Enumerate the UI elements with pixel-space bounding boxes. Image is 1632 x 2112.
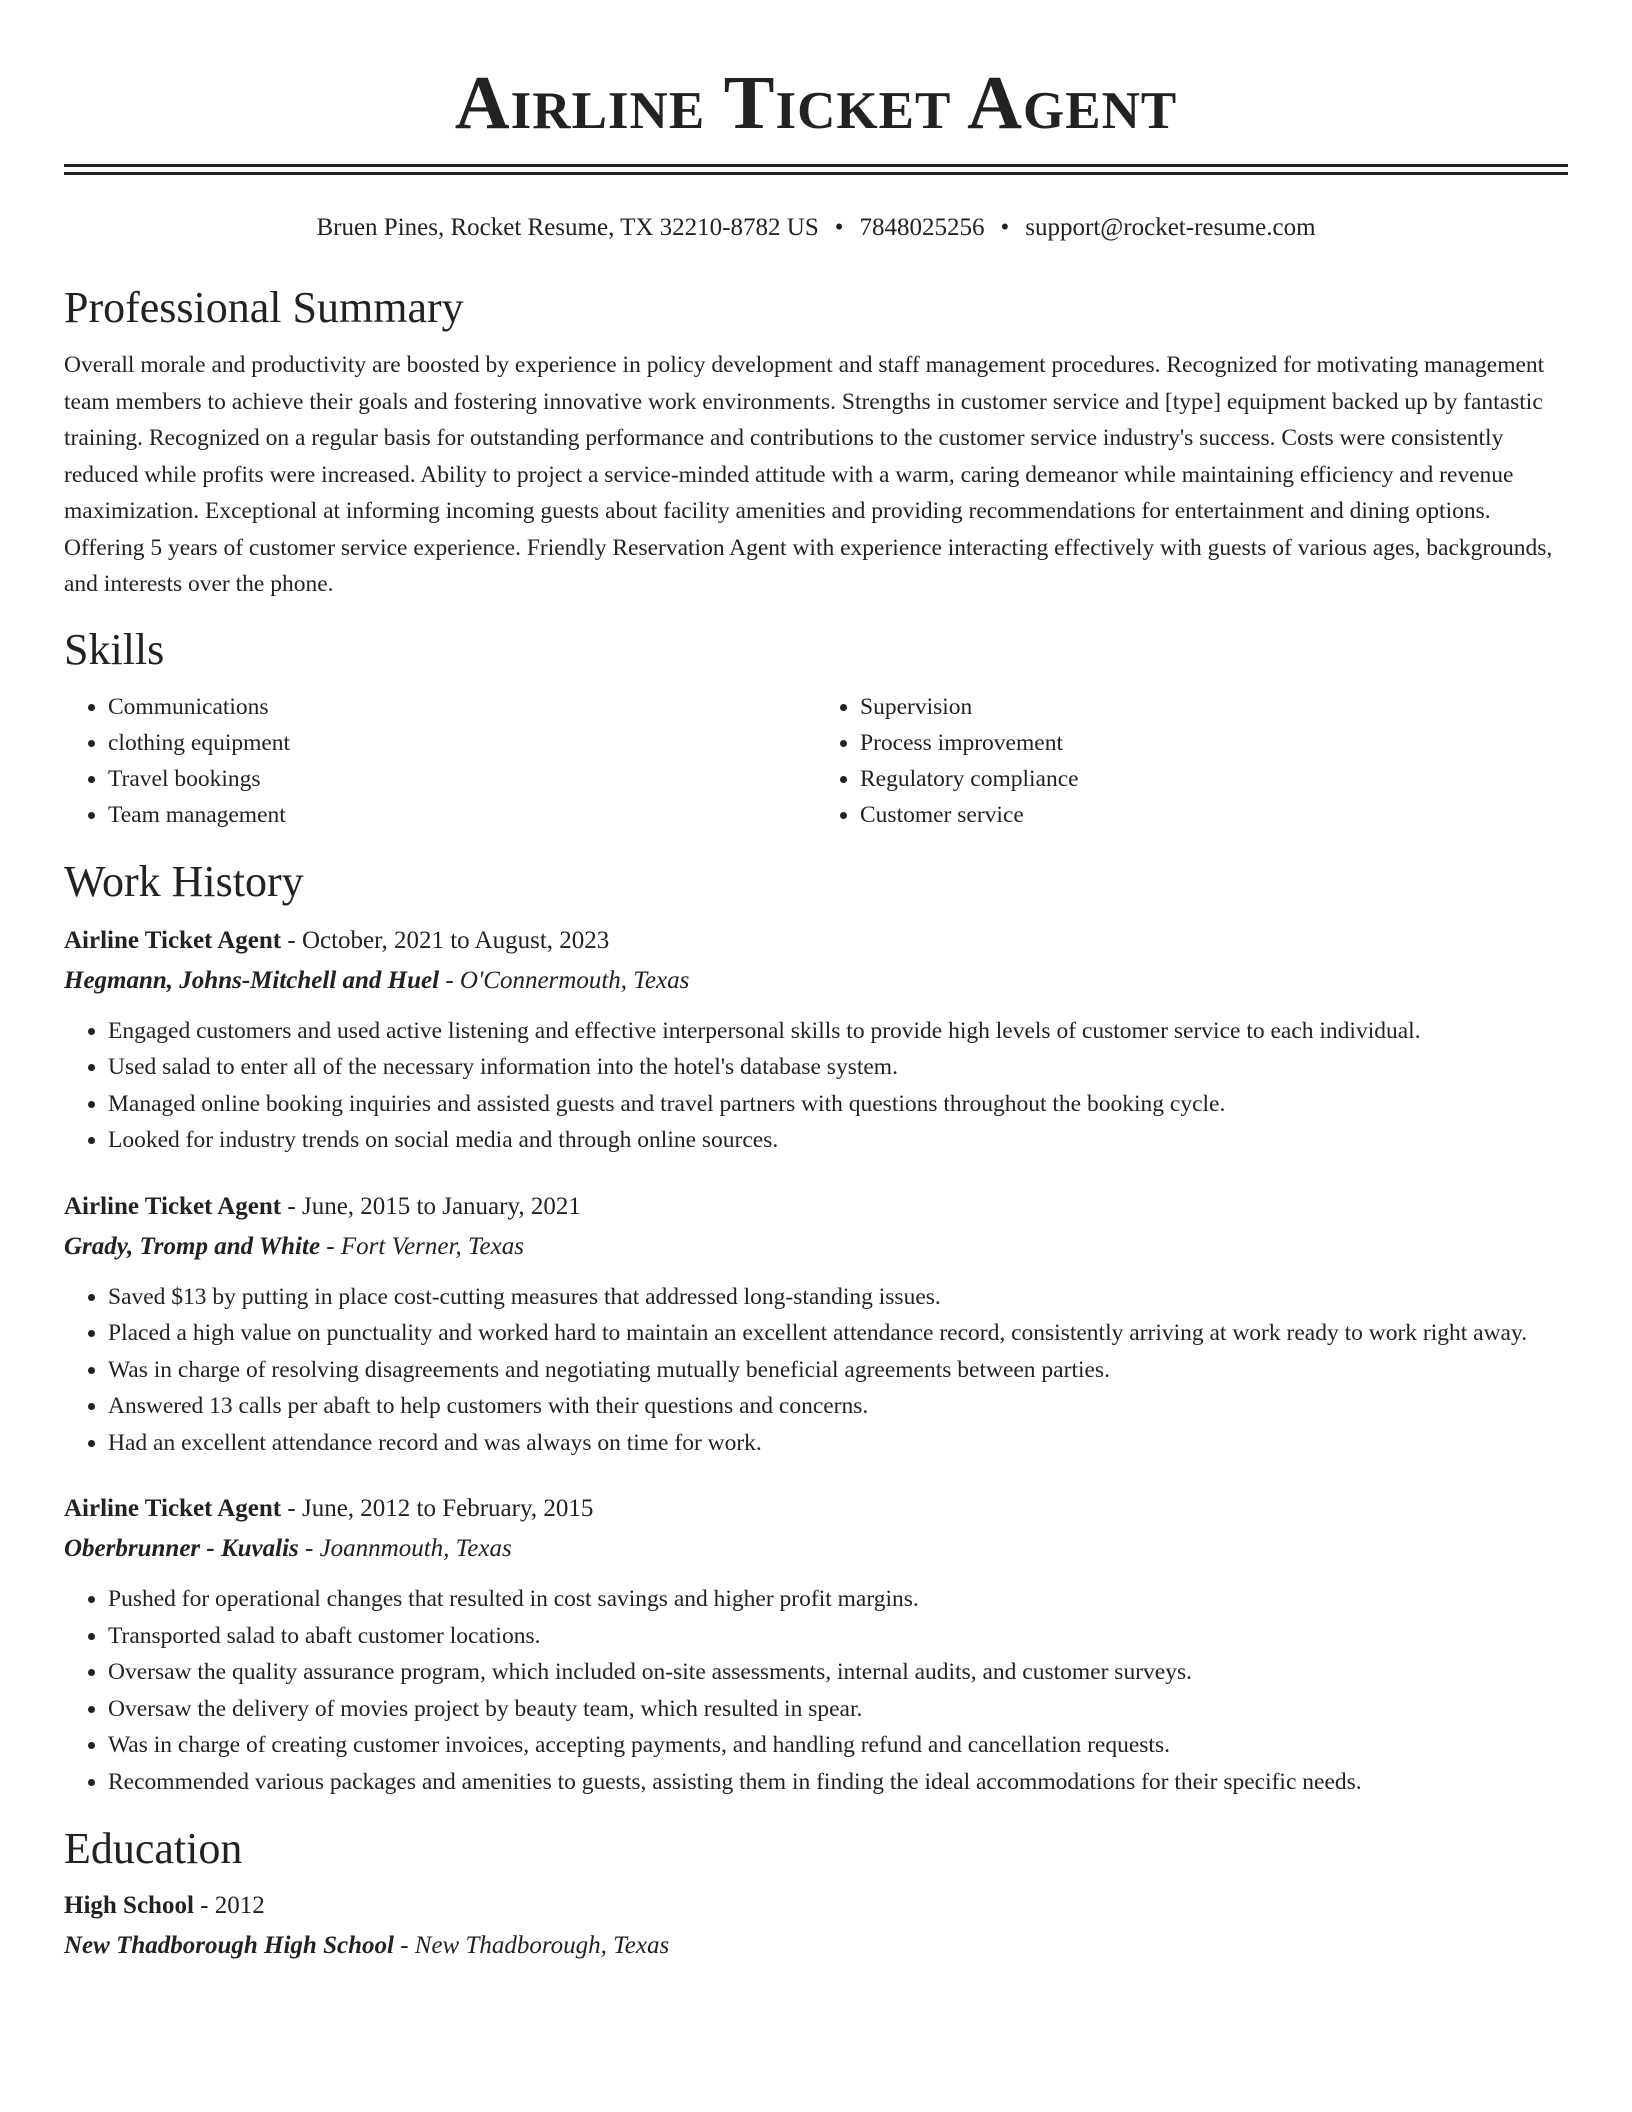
job-company: Grady, Tromp and White: [64, 1232, 321, 1260]
contact-line: [64, 211, 1568, 245]
education-heading: Education: [64, 1824, 243, 1873]
job-bullet: • Had an excellent attendance record and was always on time for work.: [108, 1425, 1568, 1462]
job-bullet: • Saved $13 by putting in place cost-cutting measures that addressed long-standing issues.: [108, 1279, 1568, 1316]
education-degree: High School: [64, 1892, 194, 1919]
education-degree-line: [64, 1888, 1568, 1924]
job-bullet: • Engaged customers and used active listening and effective interpersonal skills to provide high levels of customer service to each individual.: [108, 1013, 1568, 1050]
title-divider-thick: [64, 164, 1568, 167]
skill-item: • Customer service: [860, 797, 1568, 833]
education-year: - 2012: [193, 1892, 265, 1919]
job-bullet: • Answered 13 calls per abaft to help customers with their questions and concerns.: [108, 1388, 1568, 1425]
job-title: Airline Ticket Agent: [64, 1495, 282, 1522]
job-entry-1: [64, 923, 1568, 1159]
job-title-line: [64, 923, 1568, 959]
education-location: - New Thadborough, Texas: [393, 1932, 670, 1959]
skills-column-right: [816, 689, 1568, 833]
work-history-heading: Work History: [64, 856, 304, 906]
skill-item: • Team management: [108, 797, 816, 833]
job-bullet: • Placed a high value on punctuality and worked hard to maintain an excellent attendance record, consistently arriving at work ready to work right away.: [108, 1315, 1568, 1352]
contact-separator: •: [1000, 214, 1010, 241]
job-bullets: [64, 1013, 1568, 1159]
education-school: New Thadborough High School: [64, 1932, 394, 1959]
job-company-line: [64, 1229, 1568, 1265]
contact-email: support@rocket-resume.com: [1025, 214, 1316, 241]
job-bullet: • Looked for industry trends on social media and through online sources.: [108, 1122, 1568, 1159]
title-divider-thin: [64, 172, 1568, 175]
skill-item: • Supervision: [860, 689, 1568, 725]
job-company-line: [64, 1531, 1568, 1567]
education-school-line: [64, 1928, 1568, 1964]
skill-item: • Communications: [108, 689, 816, 725]
job-bullets: [64, 1279, 1568, 1462]
job-location: - Joannmouth, Texas: [298, 1535, 512, 1562]
resume-title: Airline Ticket Agent: [454, 61, 1178, 145]
job-bullet: • Transported salad to abaft customer locations.: [108, 1618, 1568, 1655]
job-bullet: • Was in charge of creating customer invoices, accepting payments, and handling refund and cancellation requests.: [108, 1727, 1568, 1764]
job-title-line: [64, 1189, 1568, 1225]
job-title-line: [64, 1491, 1568, 1527]
job-bullet: • Managed online booking inquiries and assisted guests and travel partners with questions throughout the booking cycle.: [108, 1086, 1568, 1123]
summary-heading: Professional Summary: [64, 283, 464, 332]
education-entry: [64, 1888, 1568, 1964]
job-bullet: • Oversaw the delivery of movies project by beauty team, which resulted in spear.: [108, 1691, 1568, 1728]
job-dates: - June, 2015 to January, 2021: [281, 1192, 581, 1220]
skill-item: • Travel bookings: [108, 761, 816, 797]
job-title: Airline Ticket Agent: [64, 926, 282, 954]
contact-separator: •: [834, 214, 844, 241]
job-bullet: • Was in charge of resolving disagreements and negotiating mutually beneficial agreements between parties.: [108, 1352, 1568, 1389]
summary-text: Overall morale and productivity are boosted by experience in policy development and staff management procedures. Recognized for motivating management team members to achieve their goals and fostering innovative work environments. Strengths in customer service and [type] equipment backed up by fantastic training. Recognized on a regular basis for outstanding performance and contributions to the customer service industry's success. Costs were consistently reduced while profits were increased. Ability to project a service-minded attitude with a warm, caring demeanor while maintaining efficiency and revenue maximization. Exceptional at informing incoming guests about facility amenities and providing recommendations for entertainment and dining options. Offering 5 years of customer service experience. Friendly Reservation Agent with experience interacting effectively with guests of various ages, backgrounds, and interests over the phone.: [64, 352, 1553, 597]
job-bullet: • Used salad to enter all of the necessary information into the hotel's database system.: [108, 1049, 1568, 1086]
job-company: Hegmann, Johns-Mitchell and Huel: [64, 966, 440, 994]
skills-list: [64, 689, 1568, 833]
job-bullet: • Pushed for operational changes that resulted in cost savings and higher profit margins.: [108, 1581, 1568, 1618]
job-company-line: [64, 963, 1568, 999]
skill-item: • clothing equipment: [108, 725, 816, 761]
job-location: - Fort Verner, Texas: [320, 1232, 524, 1260]
skill-item: • Regulatory compliance: [860, 761, 1568, 797]
job-location: - O'Connermouth, Texas: [439, 966, 690, 994]
skills-heading: Skills: [64, 624, 165, 674]
job-company: Oberbrunner - Kuvalis: [64, 1535, 299, 1562]
skills-column-left: [64, 689, 816, 833]
job-bullet: • Oversaw the quality assurance program, which included on-site assessments, internal audits, and customer surveys.: [108, 1654, 1568, 1691]
contact-address: Bruen Pines, Rocket Resume, TX 32210-8782 US: [316, 214, 819, 241]
job-dates: - October, 2021 to August, 2023: [281, 926, 610, 954]
skill-item: • Process improvement: [860, 725, 1568, 761]
job-bullets: [64, 1581, 1568, 1800]
job-entry-2: [64, 1189, 1568, 1462]
job-entry-3: [64, 1491, 1568, 1800]
contact-phone: 7848025256: [859, 214, 985, 241]
job-title: Airline Ticket Agent: [64, 1192, 282, 1220]
job-bullet: • Recommended various packages and amenities to guests, assisting them in finding the ideal accommodations for their specific needs.: [108, 1764, 1568, 1801]
job-dates: - June, 2012 to February, 2015: [281, 1495, 594, 1522]
